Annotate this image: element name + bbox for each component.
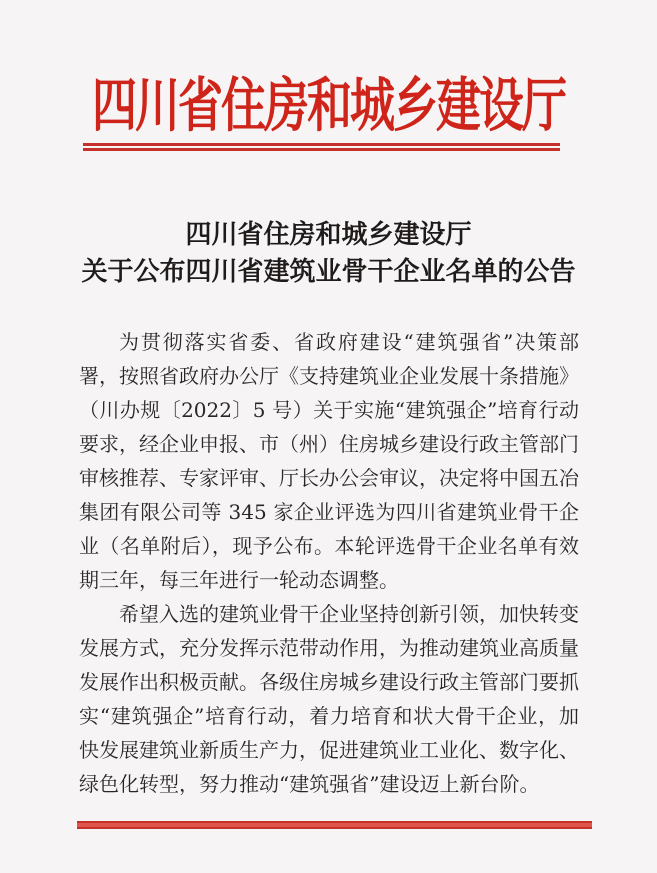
agency-masthead: 四川省住房和城乡建设厅: [91, 71, 565, 140]
notice-title: [0, 217, 657, 291]
notice-body: [79, 325, 579, 801]
notice-title-line1: 四川省住房和城乡建设厅: [185, 220, 472, 250]
body-paragraph: 为贯彻落实省委、省政府建设“建筑强省”决策部署，按照省政府办公厅《支持建筑业企业发展十条措施》（川办规〔2022〕5 号）关于实施“建筑强企”培育行动要求，经企业申报、市（州）住房城乡建设行政主管部门审核推荐、专家评审、厅长办公会审议，决定将中国五冶集团有限公司等 345 家企业评选为四川省建筑业骨干企业（名单附后），现予公布。本轮评选骨干企业名单有效期三年，每三年进行一轮动态调整。: [79, 330, 579, 592]
masthead-divider-rule: [83, 143, 560, 151]
footer-rule: [77, 821, 592, 829]
notice-title-line2: 关于公布四川省建筑业骨干企业名单的公告: [81, 257, 576, 287]
body-paragraph: 希望入选的建筑业骨干企业坚持创新引领，加快转变发展方式，充分发挥示范带动作用，为推动建筑业高质量发展作出积极贡献。各级住房城乡建设行政主管部门要抓实“建筑强企”培育行动，着力培育和状大骨干企业，加快发展建筑业新质生产力，促进建筑业工业化、数字化、绿色化转型，努力推动“建筑强省”建设迈上新台阶。: [79, 602, 579, 796]
